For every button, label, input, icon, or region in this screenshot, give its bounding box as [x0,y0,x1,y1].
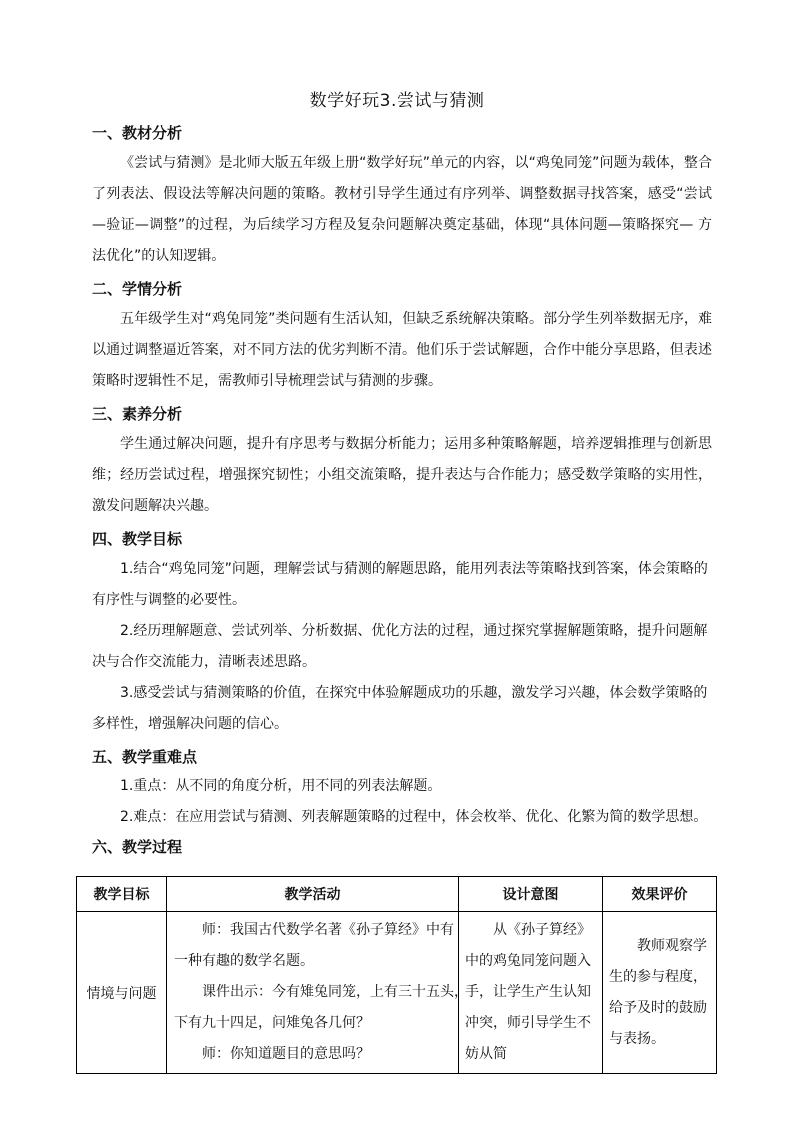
column-header: 效果评价 [603,877,717,912]
section-paragraph: 《尝试与猜测》是北师大版五年级上册“数学好玩”单元的内容，以“鸡兔同笼”问题为载体，整合了列表法、假设法等解决问题的策略。教材引导学生通过有序列举、调整数据寻找答案，感受“尝试—验证—调整”的过程，为后续学习方程及复杂问题解决奠定基础，体现“具体问题—策略探究— 方法优化”的认知逻辑。 [92,155,712,264]
activity-line: 师：你知道题目的意思吗？ [202,1046,370,1062]
section-heading: 六、教学过程 [92,838,183,856]
activity-line: 课件出示：今有雉兔同笼，上有三十五头， [202,984,468,1000]
column-header: 设计意图 [459,877,603,912]
section-paragraph: 学生通过解决问题，提升有序思考与数据分析能力；运用多种策略解题，培养逻辑推理与创新思维；经历尝试过程，增强探究韧性；小组交流策略，提升表达与合作能力；感受数学策略的实用性，激发问题解决兴趣。 [92,436,712,514]
section-heading: 三、素养分析 [92,405,183,423]
table-row [77,912,717,1074]
column-header: 教学目标 [77,877,167,912]
objective-item: 1.结合“鸡兔同笼”问题，理解尝试与猜测的解题思路，能用列表法等策略找到答案，体会策略的有序性与调整的必要性。 [92,561,708,608]
section-paragraph: 五年级学生对“鸡兔同笼”类问题有生活认知，但缺乏系统解决策略。部分学生列举数据无序，难以通过调整逼近答案，对不同方法的优劣判断不清。他们乐于尝试解题，合作中能分享思路，但表述策略时逻辑性不足，需教师引导梳理尝试与猜测的步骤。 [92,311,712,389]
activity-line: 师：我国古代数学名著《孙子算经》中有 [202,922,454,938]
goal-cell: 情境与问题 [77,912,167,1074]
objective-item: 2.经历理解题意、尝试列举、分析数据、优化方法的过程，通过探究掌握解题策略，提升问题解决与合作交流能力，清晰表述思路。 [92,623,708,670]
table-header-row [77,877,717,912]
section-heading: 四、教学目标 [92,530,183,548]
objective-item: 3.感受尝试与猜测策略的价值，在探究中体验解题成功的乐趣，激发学习兴趣，体会数学策略的多样性，增强解决问题的信心。 [92,685,708,732]
difficulty-item: 2.难点：在应用尝试与猜测、列表解题策略的过程中，体会枚举、优化、化繁为简的数学思想。 [120,809,708,825]
evaluation-cell: 教师观察学生的参与程度，给予及时的鼓励与表扬。 [603,912,717,1074]
section-heading: 一、教材分析 [92,124,183,142]
activity-line: 一种有趣的数学名题。 [174,953,314,969]
column-header: 教学活动 [167,877,459,912]
activity-cell [167,912,468,1074]
teaching-process-table [76,876,717,1074]
key-point-item: 1.重点：从不同的角度分析，用不同的列表法解题。 [120,778,442,794]
section-heading: 二、学情分析 [92,280,183,298]
intent-cell: 从《孙子算经》中的鸡兔同笼问题入手，让学生产生认知冲突，师引导学生不妨从简 [459,912,603,1074]
activity-line: 下有九十四足，问雉兔各几何？ [174,1015,370,1031]
section-heading: 五、教学重难点 [92,748,198,766]
page-title: 数学好玩3.尝试与猜测 [309,91,485,111]
